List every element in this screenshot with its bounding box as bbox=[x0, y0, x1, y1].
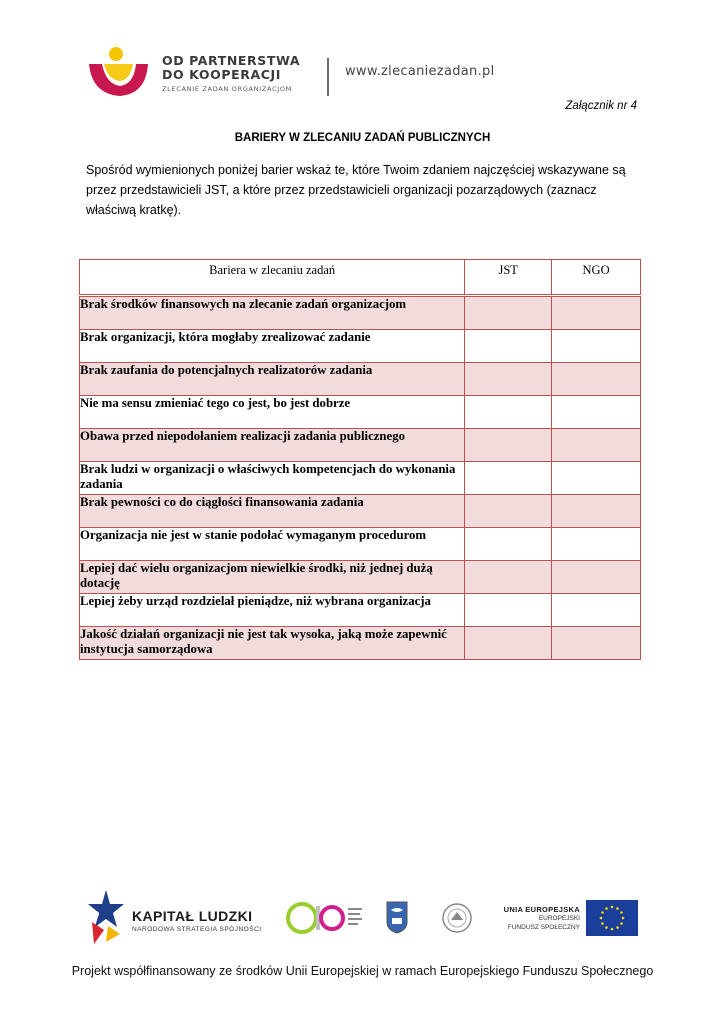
table-row bbox=[80, 363, 641, 396]
eu-flag-icon bbox=[586, 900, 638, 936]
jst-checkbox-cell[interactable] bbox=[465, 561, 552, 594]
kapital-ludzki-logo-icon bbox=[86, 890, 126, 944]
eu-fund-line2: FUNDUSZ SPOŁECZNY bbox=[507, 924, 580, 931]
logo-subtitle: ZLECANIE ZADAŃ ORGANIZACJOM bbox=[162, 85, 293, 93]
ngo-checkbox-cell[interactable] bbox=[552, 627, 641, 660]
jst-checkbox-cell[interactable] bbox=[465, 627, 552, 660]
ngo-checkbox-cell[interactable] bbox=[552, 528, 641, 561]
jst-checkbox-cell[interactable] bbox=[465, 363, 552, 396]
header-ngo: NGO bbox=[552, 260, 641, 296]
jst-checkbox-cell[interactable] bbox=[465, 296, 552, 330]
barrier-label: Obawa przed niepodołaniem realizacji zadania publicznego bbox=[80, 429, 465, 462]
website-url: www.zlecaniezadan.pl bbox=[345, 64, 495, 79]
eu-fund-line1: EUROPEJSKI bbox=[538, 915, 580, 922]
barrier-label: Brak środków finansowych na zlecanie zadań organizacjom bbox=[80, 296, 465, 330]
barrier-label: Lepiej żeby urząd rozdzielał pieniądze, niż wybrana organizacja bbox=[80, 594, 465, 627]
page-header bbox=[86, 44, 646, 100]
barrier-label: Lepiej dać wielu organizacjom niewielkie środki, niż jednej dużą dotację bbox=[80, 561, 465, 594]
barriers-table bbox=[79, 259, 641, 660]
ngo-checkbox-cell[interactable] bbox=[552, 594, 641, 627]
barrier-label: Brak zaufania do potencjalnych realizatorów zadania bbox=[80, 363, 465, 396]
table-row bbox=[80, 495, 641, 528]
ngo-checkbox-cell[interactable] bbox=[552, 495, 641, 528]
jst-checkbox-cell[interactable] bbox=[465, 396, 552, 429]
logo-line1: OD PARTNERSTWA bbox=[162, 53, 301, 68]
annex-label: Załącznik nr 4 bbox=[565, 100, 637, 112]
jst-checkbox-cell[interactable] bbox=[465, 429, 552, 462]
intro-paragraph: Spośród wymienionych poniżej barier wskaż te, które Twoim zdaniem najczęściej wskazywane są przez przedstawicieli JST, a które przez przedstawicieli organizacji pozarządowych (zaznacz właściwą kratkę). bbox=[86, 163, 626, 217]
table-row bbox=[80, 561, 641, 594]
barrier-label: Brak organizacji, która mogłaby zrealizować zadanie bbox=[80, 330, 465, 363]
kapital-ludzki-title: KAPITAŁ LUDZKI bbox=[132, 908, 253, 924]
jst-checkbox-cell[interactable] bbox=[465, 594, 552, 627]
jst-checkbox-cell[interactable] bbox=[465, 528, 552, 561]
document-title: BARIERY W ZLECANIU ZADAŃ PUBLICZNYCH bbox=[234, 132, 491, 144]
header-jst: JST bbox=[465, 260, 552, 296]
barrier-label: Jakość działań organizacji nie jest tak wysoka, jaką może zapewnić instytucja samorządowa bbox=[80, 627, 465, 660]
table-row bbox=[80, 330, 641, 363]
cio-logo-icon bbox=[286, 900, 366, 936]
table-row bbox=[80, 594, 641, 627]
header-barrier: Bariera w zlecaniu zadań bbox=[80, 260, 465, 296]
table-row bbox=[80, 462, 641, 495]
barrier-label: Nie ma sensu zmieniać tego co jest, bo jest dobrze bbox=[80, 396, 465, 429]
barrier-label: Brak ludzi w organizacji o właściwych kompetencjach do wykonania zadania bbox=[80, 462, 465, 495]
ngo-checkbox-cell[interactable] bbox=[552, 363, 641, 396]
ngo-checkbox-cell[interactable] bbox=[552, 296, 641, 330]
municipal-crest-icon bbox=[386, 900, 408, 934]
ngo-checkbox-cell[interactable] bbox=[552, 561, 641, 594]
kapital-ludzki-subtitle: NARODOWA STRATEGIA SPÓJNOŚCI bbox=[132, 926, 262, 933]
logo-text bbox=[162, 54, 300, 93]
barrier-label: Organizacja nie jest w stanie podołać wymaganym procedurom bbox=[80, 528, 465, 561]
table-row bbox=[80, 528, 641, 561]
table-row bbox=[80, 627, 641, 660]
partnership-logo-icon bbox=[86, 44, 152, 100]
ngo-checkbox-cell[interactable] bbox=[552, 462, 641, 495]
ngo-checkbox-cell[interactable] bbox=[552, 330, 641, 363]
university-seal-icon bbox=[441, 902, 473, 934]
funding-note: Projekt współfinansowany ze środków Unii Europejskiej w ramach Europejskiego Funduszu Społecznego bbox=[71, 964, 654, 978]
jst-checkbox-cell[interactable] bbox=[465, 330, 552, 363]
ngo-checkbox-cell[interactable] bbox=[552, 429, 641, 462]
logo-line2: DO KOOPERACJI bbox=[162, 67, 282, 82]
kapital-ludzki-text bbox=[132, 908, 262, 933]
table-row bbox=[80, 429, 641, 462]
barrier-label: Brak pewności co do ciągłości finansowania zadania bbox=[80, 495, 465, 528]
jst-checkbox-cell[interactable] bbox=[465, 495, 552, 528]
table-row bbox=[80, 396, 641, 429]
jst-checkbox-cell[interactable] bbox=[465, 462, 552, 495]
header-divider bbox=[327, 58, 329, 96]
eu-title: UNIA EUROPEJSKA bbox=[503, 905, 580, 914]
table-row bbox=[80, 296, 641, 330]
eu-text bbox=[494, 905, 580, 932]
table-header-row bbox=[80, 260, 641, 296]
ngo-checkbox-cell[interactable] bbox=[552, 396, 641, 429]
footer-logos bbox=[86, 888, 642, 948]
